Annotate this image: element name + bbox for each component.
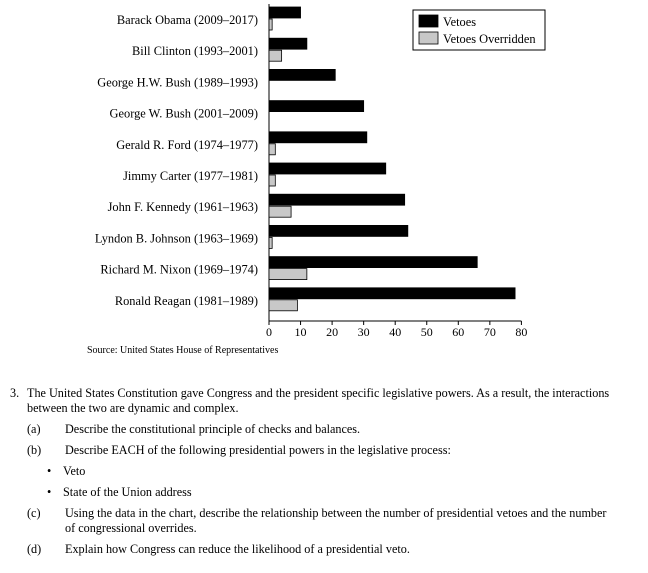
bullet-item — [47, 464, 610, 479]
override-bar — [269, 19, 272, 30]
part-text: Using the data in the chart, describe the relationship between the number of presidential vetoes and the number of congressional overrides. — [65, 506, 607, 535]
legend-swatch — [419, 32, 438, 44]
question-intro: The United States Constitution gave Congress and the president specific legislative powers. As a result, the interactions between the two are dynamic and complex. — [27, 386, 610, 415]
x-tick-label: 20 — [326, 325, 339, 339]
x-tick-label: 70 — [483, 325, 496, 339]
question-3 — [10, 386, 610, 557]
bullet-icon: • — [47, 485, 52, 499]
override-bar — [269, 50, 282, 61]
override-bar — [269, 300, 297, 311]
veto-bar — [269, 132, 367, 143]
veto-bar — [269, 38, 307, 49]
x-tick-label: 50 — [420, 325, 433, 339]
x-tick-label: 40 — [389, 325, 402, 339]
part-label: (b) — [27, 443, 42, 457]
legend-swatch — [419, 15, 438, 27]
veto-bar — [269, 7, 301, 18]
veto-bar — [269, 194, 405, 205]
override-bar — [269, 269, 307, 280]
bullet-text: Veto — [63, 464, 86, 478]
override-bar — [269, 175, 275, 186]
x-tick-label: 80 — [515, 325, 528, 339]
part-b-bullets — [47, 464, 610, 500]
part-text: Explain how Congress can reduce the likelihood of a presidential veto. — [65, 542, 410, 556]
veto-bar — [269, 257, 477, 268]
override-bar — [269, 206, 291, 217]
override-bar — [269, 144, 275, 155]
x-tick-label: 30 — [357, 325, 370, 339]
question-number: 3. — [10, 386, 20, 400]
category-label: George H.W. Bush (1989–1993) — [97, 75, 258, 90]
veto-bar — [269, 225, 408, 236]
bullet-item — [47, 485, 610, 500]
bullet-icon: • — [47, 464, 52, 478]
part-d — [27, 542, 610, 557]
legend-label: Vetoes Overridden — [443, 32, 536, 46]
override-bar — [269, 237, 272, 248]
part-label: (c) — [27, 506, 41, 520]
part-a — [27, 422, 610, 437]
chart-source: Source: United States House of Representatives — [87, 345, 279, 356]
part-label: (a) — [27, 422, 41, 436]
legend-label: Vetoes — [443, 15, 477, 29]
veto-bar — [269, 69, 335, 80]
part-text: Describe the constitutional principle of checks and balances. — [65, 422, 361, 436]
veto-bar — [269, 163, 386, 174]
category-label: Ronald Reagan (1981–1989) — [114, 293, 258, 308]
category-label: Gerald R. Ford (1974–1977) — [116, 137, 258, 152]
veto-bar — [269, 288, 515, 299]
part-c — [27, 506, 610, 536]
part-text: Describe EACH of the following presidential powers in the legislative process: — [65, 443, 451, 457]
veto-bar — [269, 101, 364, 112]
part-b — [27, 443, 610, 458]
question-intro-row — [10, 386, 610, 416]
category-label: George W. Bush (2001–2009) — [109, 106, 258, 121]
x-tick-label: 0 — [266, 325, 272, 339]
category-label: Barack Obama (2009–2017) — [116, 13, 258, 27]
category-label: Lyndon B. Johnson (1963–1969) — [94, 231, 258, 246]
category-label: John F. Kennedy (1961–1963) — [107, 200, 258, 215]
x-tick-label: 10 — [294, 325, 307, 339]
x-tick-label: 60 — [452, 325, 465, 339]
bullet-text: State of the Union address — [63, 485, 192, 499]
category-label: Jimmy Carter (1977–1981) — [123, 169, 258, 183]
category-label: Richard M. Nixon (1969–1974) — [100, 262, 258, 277]
part-label: (d) — [27, 542, 42, 556]
category-label: Bill Clinton (1993–2001) — [132, 44, 258, 59]
